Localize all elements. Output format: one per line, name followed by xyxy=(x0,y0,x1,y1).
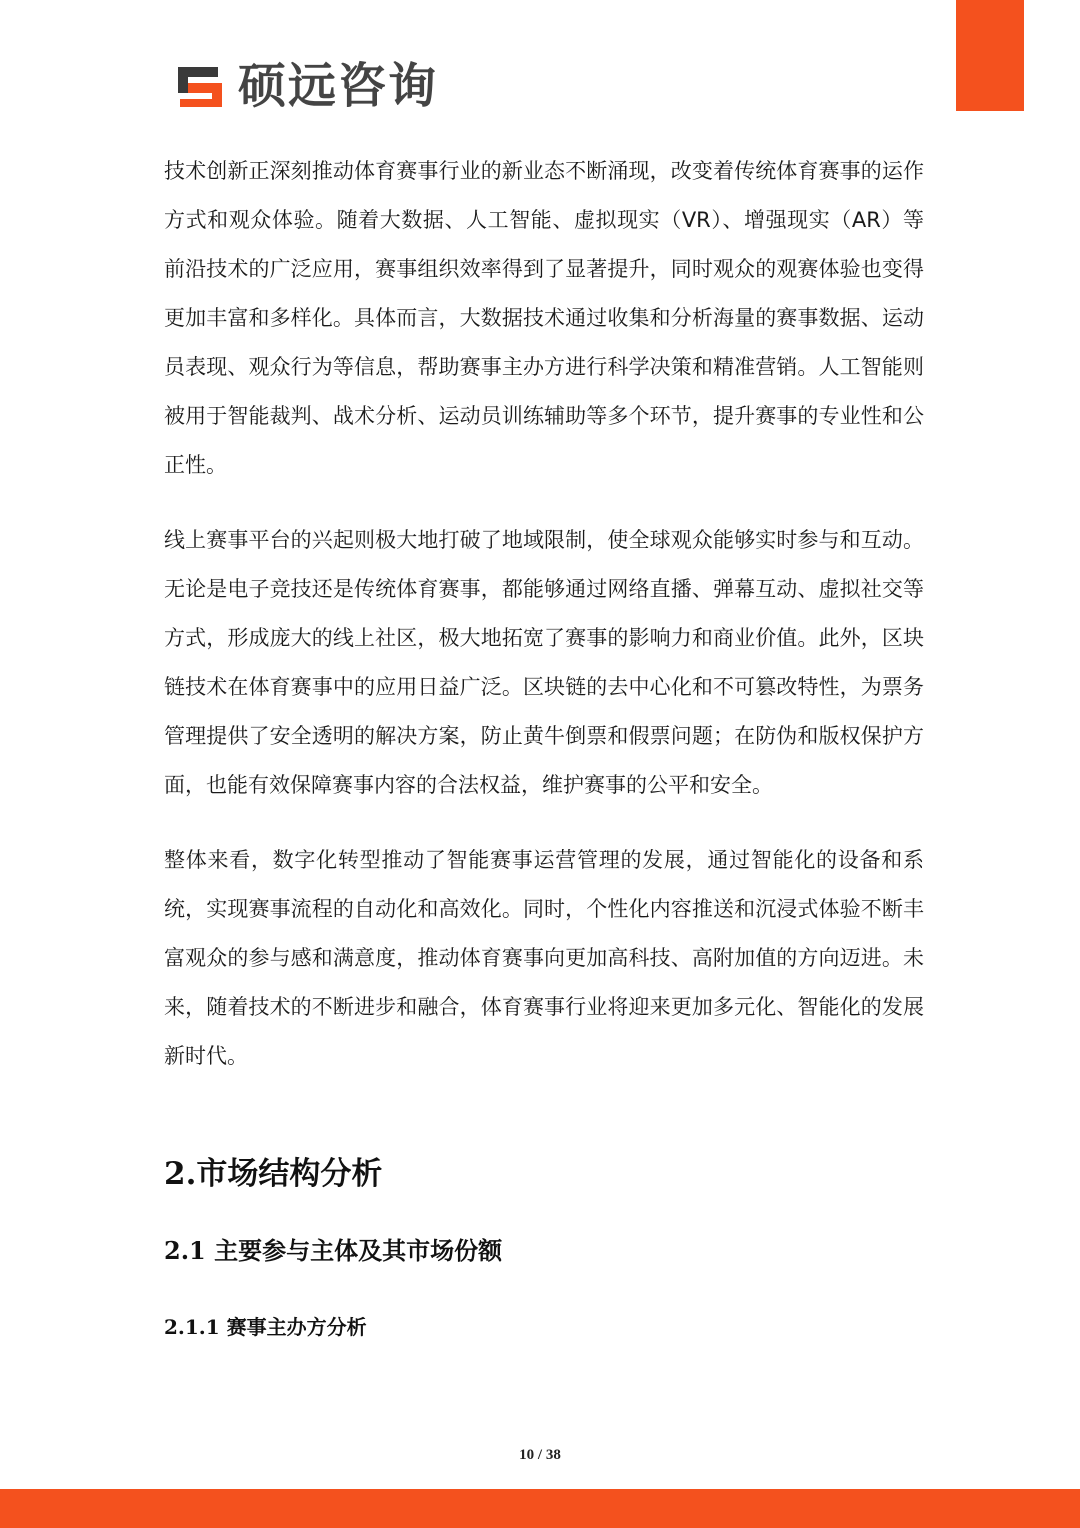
body-content xyxy=(164,147,924,1081)
brand-logo xyxy=(176,58,438,114)
sub-subsection-heading: 2.1.1 赛事主办方分析 xyxy=(164,1315,367,1339)
paragraph-digital-transformation: 整体来看，数字化转型推动了智能赛事运营管理的发展，通过智能化的设备和系统，实现赛事流程的自动化和高效化。同时，个性化内容推送和沉浸式体验不断丰富观众的参与感和满意度，推动体育赛事向更加高科技、高附加值的方向迈进。未来，随着技术的不断进步和融合，体育赛事行业将迎来更加多元化、智能化的发展新时代。 xyxy=(164,848,924,1068)
brand-mark-icon xyxy=(176,61,226,111)
page-number: 10 / 38 xyxy=(519,1447,561,1463)
section-heading: 2.市场结构分析 xyxy=(164,1156,383,1192)
corner-accent-block xyxy=(956,0,1024,111)
brand-name: 硕远咨询 xyxy=(238,58,439,114)
paragraph-tech-innovation: 技术创新正深刻推动体育赛事行业的新业态不断涌现，改变着传统体育赛事的运作方式和观众体验。随着大数据、人工智能、虚拟现实（VR）、增强现实（AR）等前沿技术的广泛应用，赛事组织效率得到了显著提升，同时观众的观赛体验也变得更加丰富和多样化。具体而言，大数据技术通过收集和分析海量的赛事数据、运动员表现、观众行为等信息，帮助赛事主办方进行科学决策和精准营销。人工智能则被用于智能裁判、战术分析、运动员训练辅助等多个环节，提升赛事的专业性和公正性。 xyxy=(164,159,924,477)
paragraph-online-platforms: 线上赛事平台的兴起则极大地打破了地域限制，使全球观众能够实时参与和互动。无论是电子竞技还是传统体育赛事，都能够通过网络直播、弹幕互动、虚拟社交等方式，形成庞大的线上社区，极大地拓宽了赛事的影响力和商业价值。此外，区块链技术在体育赛事中的应用日益广泛。区块链的去中心化和不可篡改特性，为票务管理提供了安全透明的解决方案，防止黄牛倒票和假票问题；在防伪和版权保护方面，也能有效保障赛事内容的合法权益，维护赛事的公平和安全。 xyxy=(164,528,924,797)
footer-accent-bar xyxy=(0,1489,1080,1528)
subsection-heading: 2.1 主要参与主体及其市场份额 xyxy=(164,1236,503,1265)
